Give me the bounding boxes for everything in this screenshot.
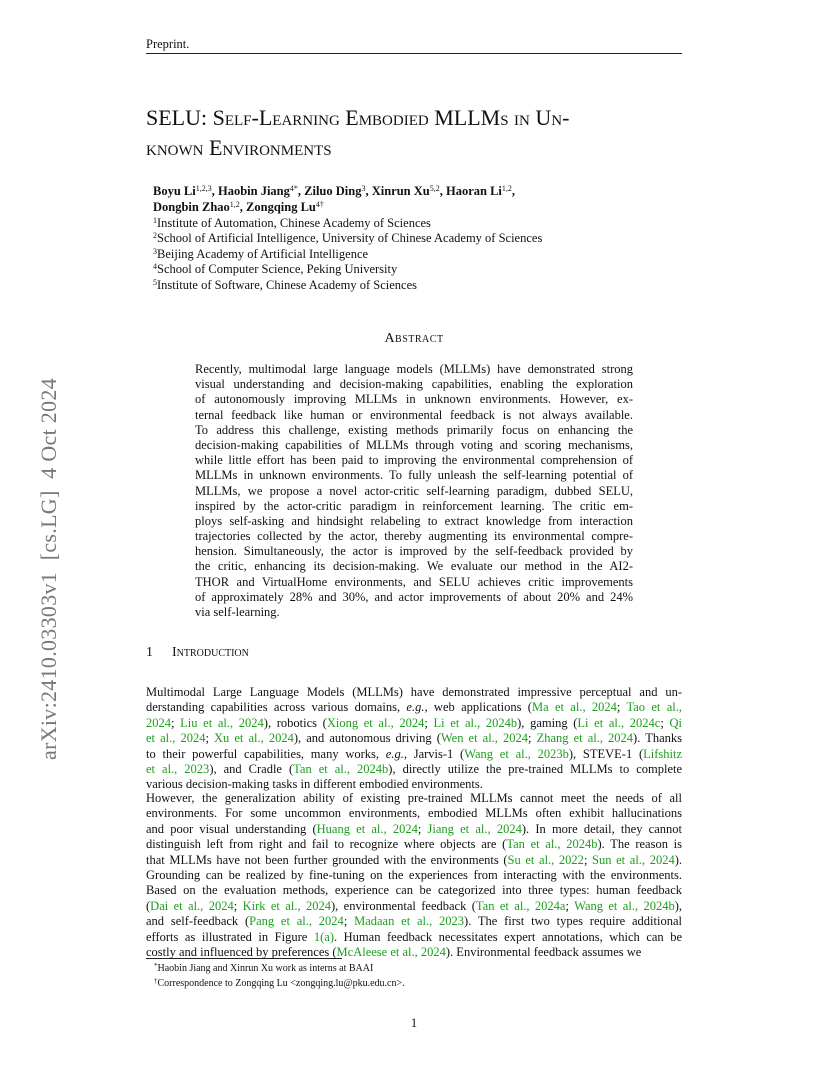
citation-link[interactable]: Xu et al., 2024: [214, 731, 294, 746]
author-list: [153, 183, 515, 215]
text-run: ), STEVE-1 (: [568, 746, 644, 761]
text-run: costly and influenced by preferences (: [146, 944, 337, 959]
text-run: ), gaming (: [517, 715, 578, 730]
citation-link[interactable]: Dai et al., 2024: [150, 898, 234, 913]
text-run: ). In more detail, they cannot: [521, 821, 682, 836]
affiliation-text: Institute of Automation, Chinese Academy of Sciences: [157, 216, 431, 230]
text-run: ;: [583, 852, 593, 867]
text-run: and poor visual understanding (: [146, 821, 317, 836]
abstract-line: while little effort has been paid to improving the environmental comprehension of: [195, 453, 633, 468]
author-line: Boyu Li$^{1,2,3}$, Haobin Jiang$^{4*}$, Ziluo Ding$^3$, Xinrun Xu$^{5,2}$, Haoran Li$^{1,2}$,: [153, 184, 516, 198]
text-run: ;: [417, 821, 428, 836]
text-run: ), and autonomous driving (: [293, 731, 441, 746]
text-run: efforts as illustrated in Figure: [146, 929, 314, 944]
author-name: Haoran Li: [445, 184, 502, 198]
citation-link[interactable]: Zhang et al., 2024: [536, 731, 634, 746]
text-run: ). The reason is: [597, 837, 682, 852]
title-line: known Environments: [146, 135, 332, 160]
text-run: ). The first two types require additional: [464, 914, 682, 929]
arxiv-sidebar-stamp: [36, 378, 62, 760]
footnote-text: Haobin Jiang and Xinrun Xu work as interns at BAAI: [157, 963, 374, 974]
text-run: . Human feedback necessitates expert annotations, which can be: [333, 929, 683, 944]
affiliation-list: [153, 216, 542, 293]
footnote-mark: *: [154, 962, 158, 970]
text-line: [146, 822, 682, 837]
text-run: ),: [674, 898, 683, 913]
text-run: (: [146, 898, 151, 913]
text-run: ;: [528, 731, 537, 746]
text-run: ).: [674, 852, 682, 867]
author-name: Zongqing Lu: [246, 200, 316, 214]
affiliation-text: School of Computer Science, Peking University: [157, 262, 398, 277]
author-affiliation-mark: 1,2: [229, 200, 240, 209]
citation-link[interactable]: Madaan et al., 2023: [354, 914, 465, 929]
text-run: ), environmental feedback (: [330, 898, 476, 913]
abstract-line: To address this challenge, existing methods primarily focus on enhancing the: [195, 422, 633, 437]
text-line: [146, 731, 682, 746]
text-line: [146, 806, 682, 821]
text-run: Grounding can be realized by fine-tuning on the experiences from interacting with the environments.: [146, 867, 682, 882]
abstract-line: trajectories collected by the actor, thereby augmenting its environmental compre-: [195, 529, 633, 544]
footnotes: [154, 962, 405, 991]
section-heading: [146, 645, 249, 661]
abstract-line: of approximately 28% and 30%, and actor improvements of about 20% and 24%: [195, 589, 633, 604]
affiliation-line: [153, 278, 542, 293]
affiliation-text: Institute of Software, Chinese Academy of Sciences: [157, 277, 417, 292]
abstract-body: [195, 362, 633, 620]
footnote: [154, 962, 405, 977]
citation-link[interactable]: et al., 2024: [146, 731, 206, 746]
page-number: 1: [410, 1016, 418, 1030]
arxiv-date: 4 Oct 2024: [36, 378, 61, 479]
author-affiliation-mark: 3: [361, 184, 366, 193]
citation-link[interactable]: Qi: [669, 715, 682, 730]
text-run: derstanding capabilities across various domains,: [146, 700, 407, 715]
text-run: web applications (: [427, 700, 532, 715]
footnote-rule: [146, 958, 342, 959]
text-line: [146, 791, 682, 806]
arxiv-category: [cs.LG]: [36, 490, 61, 561]
footnote-mark: †: [154, 976, 158, 985]
text-run: ), and Cradle (: [209, 761, 294, 776]
text-run: distinguish left from right and fail to recognize where objects are (: [146, 837, 507, 852]
text-line: [146, 883, 682, 898]
citation-link[interactable]: Kirk et al., 2024: [242, 898, 331, 913]
citation-link[interactable]: Xiong et al., 2024: [326, 715, 425, 730]
citation-link[interactable]: Pang et al., 2024: [249, 914, 344, 929]
citation-link[interactable]: Ma et al., 2024: [531, 700, 617, 715]
text-run: ). Thanks: [633, 731, 682, 746]
text-run: ;: [171, 715, 181, 730]
text-line: [146, 868, 682, 883]
abstract-line: the critic, enhancing its decision-making. We evaluate our method in the AI2-: [195, 559, 633, 574]
text-run: Based on the evaluation methods, experience can be categorized into three types: human feedback: [146, 883, 682, 898]
text-run: that MLLMs have not been further grounded with the environments (: [146, 852, 508, 867]
citation-link[interactable]: Lifshitz: [643, 746, 683, 761]
citation-link[interactable]: Wang et al., 2023b: [464, 746, 569, 761]
footnote: [154, 977, 405, 992]
citation-link[interactable]: Tan et al., 2024b: [506, 837, 598, 852]
abstract-line: of autonomously improving MLLMs in unknown environments. However, ex-: [195, 392, 633, 407]
author-affiliation-mark: 5,2: [429, 184, 440, 193]
citation-link[interactable]: 2024: [146, 715, 171, 730]
affiliation-line: [153, 247, 542, 262]
text-run: environments. For some uncommon environments, embodied MLLMs often exhibit hallucinations: [146, 806, 682, 821]
text-line: [146, 700, 682, 715]
author-name: Xinrun Xu: [371, 184, 430, 198]
running-head: Preprint.: [146, 37, 190, 51]
affiliation-mark: 5: [153, 277, 157, 287]
text-run: and self-feedback (: [146, 914, 250, 929]
citation-link[interactable]: Huang et al., 2024: [316, 821, 418, 836]
abstract-line: MLLMs in unknown environments. To fully unleash the self-learning potential of: [195, 468, 633, 483]
text-run: ;: [565, 898, 575, 913]
abstract-line: ternal feedback like human or environmental feedback is not always available.: [195, 407, 633, 422]
citation-link[interactable]: Sun et al., 2024: [592, 852, 675, 867]
paragraph: [146, 791, 682, 960]
text-run: ), directly utilize the pre-trained MLLMs to complete: [388, 761, 683, 776]
arxiv-id: arXiv:2410.03303v1: [36, 571, 61, 760]
author-affiliation-mark: 4†: [315, 200, 324, 209]
citation-link[interactable]: Li et al., 2024b: [433, 715, 518, 730]
text-line: [146, 930, 682, 945]
citation-link[interactable]: Tan et al., 2024b: [293, 761, 389, 776]
author-name: Ziluo Ding: [304, 184, 362, 198]
citation-link[interactable]: Wen et al., 2024: [440, 731, 529, 746]
section-number: 1: [146, 645, 153, 660]
abstract-line: hension. Simultaneously, the actor is improved by the self-feedback provided by: [195, 544, 633, 559]
text-line: [146, 899, 682, 914]
text-line: [146, 853, 682, 868]
author-name: Dongbin Zhao: [153, 200, 230, 214]
text-line: [146, 747, 682, 762]
text-run: ;: [233, 898, 243, 913]
citation-link[interactable]: McAleese et al., 2024: [336, 944, 446, 959]
affiliation-line: [153, 231, 542, 246]
abstract-line: ploys self-asking and hindsight relabeling to extract knowledge from interaction: [195, 513, 633, 528]
abstract-line: MLLMs, we propose a novel actor-critic self-learning paradigm, dubbed SELU,: [195, 483, 633, 498]
affiliation-mark: 4: [153, 262, 157, 272]
affiliation-mark: 3: [153, 246, 157, 256]
text-run: ), robotics (: [263, 715, 327, 730]
text-run: ;: [343, 914, 355, 929]
abstract-line: via self-learning.: [195, 605, 280, 619]
text-line: [146, 762, 682, 777]
citation-link[interactable]: et al., 2023: [146, 761, 210, 776]
author-name: Boyu Li: [153, 184, 196, 198]
citation-link[interactable]: Tan et al., 2024a: [475, 898, 566, 913]
abstract-heading: Abstract: [384, 331, 444, 346]
text-run: to their powerful capabilities, many works,: [146, 746, 386, 761]
text-line: [146, 685, 682, 700]
text-line: [146, 716, 682, 731]
citation-link[interactable]: Liu et al., 2024: [180, 715, 264, 730]
emphasis: e.g.,: [406, 700, 428, 715]
abstract-line: inspired by the actor-critic paradigm in reinforcement learning. The critic em-: [195, 498, 633, 513]
citation-link[interactable]: Li et al., 2024c: [577, 715, 661, 730]
affiliation-line: [153, 216, 542, 231]
author-name: Haobin Jiang: [217, 184, 290, 198]
text-run: However, the generalization ability of existing pre-trained MLLMs cannot meet the needs of all: [146, 791, 682, 805]
text-line: [146, 914, 682, 929]
citation-link[interactable]: Su et al., 2022: [507, 852, 584, 867]
citation-link[interactable]: Tao et al.,: [626, 700, 682, 715]
author-line: Dongbin Zhao$^{1,2}$, Zongqing $Lu^{4\dagger}$: [153, 200, 324, 214]
section-title: Introduction: [172, 645, 249, 660]
title-line: SELU: Self-Learning Embodied MLLMs in Un-: [146, 105, 570, 130]
text-run: ;: [616, 700, 627, 715]
text-run: various decision-making tasks in different embodied environments.: [146, 777, 483, 792]
text-run: ;: [424, 715, 434, 730]
abstract-line: decision-making capabilities of MLLMs through voting and scoring mechanisms,: [195, 437, 633, 452]
affiliation-line: [153, 262, 542, 277]
text-run: ;: [205, 731, 215, 746]
affiliation-text: Beijing Academy of Artificial Intelligence: [157, 246, 369, 261]
paragraph: [146, 685, 682, 793]
text-run: Jarvis-1 (: [406, 746, 465, 761]
affiliation-text: School of Artificial Intelligence, University of Chinese Academy of Sciences: [157, 231, 543, 246]
abstract-line: THOR and VirtualHome environments, and SELU achieves critic improvements: [195, 574, 633, 589]
affiliation-mark: 2: [153, 231, 157, 241]
citation-link[interactable]: 1(a): [313, 929, 334, 944]
citation-link[interactable]: Jiang et al., 2024: [427, 821, 522, 836]
author-affiliation-mark: 4*: [289, 184, 298, 193]
emphasis: e.g.,: [385, 746, 407, 761]
affiliation-mark: 1: [153, 216, 157, 225]
abstract-line: visual understanding and decision-making capabilities, enabling the exploration: [195, 377, 633, 392]
footnote-text: Correspondence to Zongqing Lu <zongqing.lu@pku.edu.cn>.: [157, 977, 405, 989]
abstract-line: Recently, multimodal large language models (MLLMs) have demonstrated strong: [195, 362, 633, 376]
text-run: Multimodal Large Language Models (MLLMs) have demonstrated impressive perceptual and un-: [146, 685, 682, 699]
header-rule: [146, 53, 682, 54]
citation-link[interactable]: Wang et al., 2024b: [574, 898, 675, 913]
text-line: [146, 837, 682, 852]
paper-title: [146, 103, 706, 163]
text-run: ). Environmental feedback assumes we: [445, 944, 642, 959]
author-affiliation-mark: 1,2,3: [195, 184, 212, 193]
text-run: ;: [660, 715, 670, 730]
author-affiliation-mark: 1,2: [501, 184, 512, 193]
